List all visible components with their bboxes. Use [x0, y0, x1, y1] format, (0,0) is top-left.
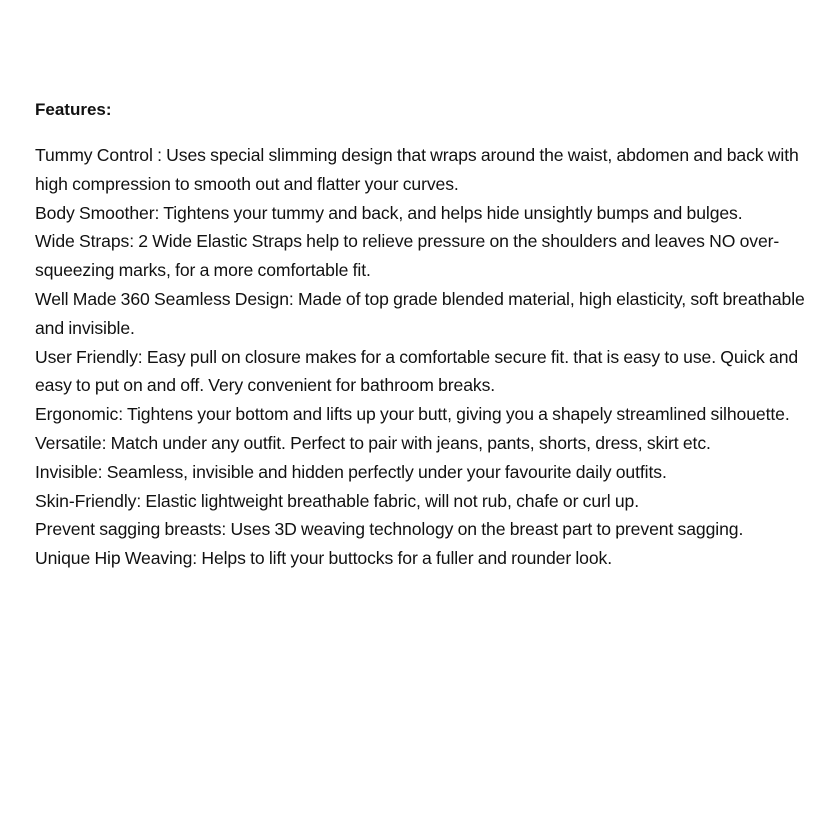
feature-hip-weaving: Unique Hip Weaving: Helps to lift your buttocks for a fuller and rounder look. — [35, 548, 613, 569]
feature-user-friendly: User Friendly: Easy pull on closure makes for a comfortable secure fit. that is easy to use. Quick and easy to put on and off. Very convenient for bathroom breaks. — [35, 346, 799, 396]
feature-body-smoother: Body Smoother: Tightens your tummy and back, and helps hide unsightly bumps and bulges. — [35, 202, 743, 223]
feature-versatile: Versatile: Match under any outfit. Perfect to pair with jeans, pants, shorts, dress, skirt etc. — [35, 432, 711, 453]
feature-wide-straps: Wide Straps: 2 Wide Elastic Straps help to relieve pressure on the shoulders and leaves NO over-squeezing marks, for a more comfortable fit. — [35, 231, 780, 281]
feature-ergonomic: Ergonomic: Tightens your bottom and lifts up your butt, giving you a shapely streamlined silhouette. — [35, 404, 790, 425]
feature-seamless-design: Well Made 360 Seamless Design: Made of top grade blended material, high elasticity, soft breathable and invisible. — [35, 288, 805, 338]
feature-invisible: Invisible: Seamless, invisible and hidden perfectly under your favourite daily outfits. — [35, 461, 667, 482]
feature-prevent-sagging: Prevent sagging breasts: Uses 3D weaving technology on the breast part to prevent sagging. — [35, 519, 744, 540]
features-list — [35, 141, 809, 573]
features-heading: Features: — [35, 100, 112, 119]
feature-skin-friendly: Skin-Friendly: Elastic lightweight breathable fabric, will not rub, chafe or curl up. — [35, 490, 640, 511]
feature-tummy-control: Tummy Control : Uses special slimming design that wraps around the waist, abdomen and back with high compression to smooth out and flatter your curves. — [35, 145, 799, 194]
